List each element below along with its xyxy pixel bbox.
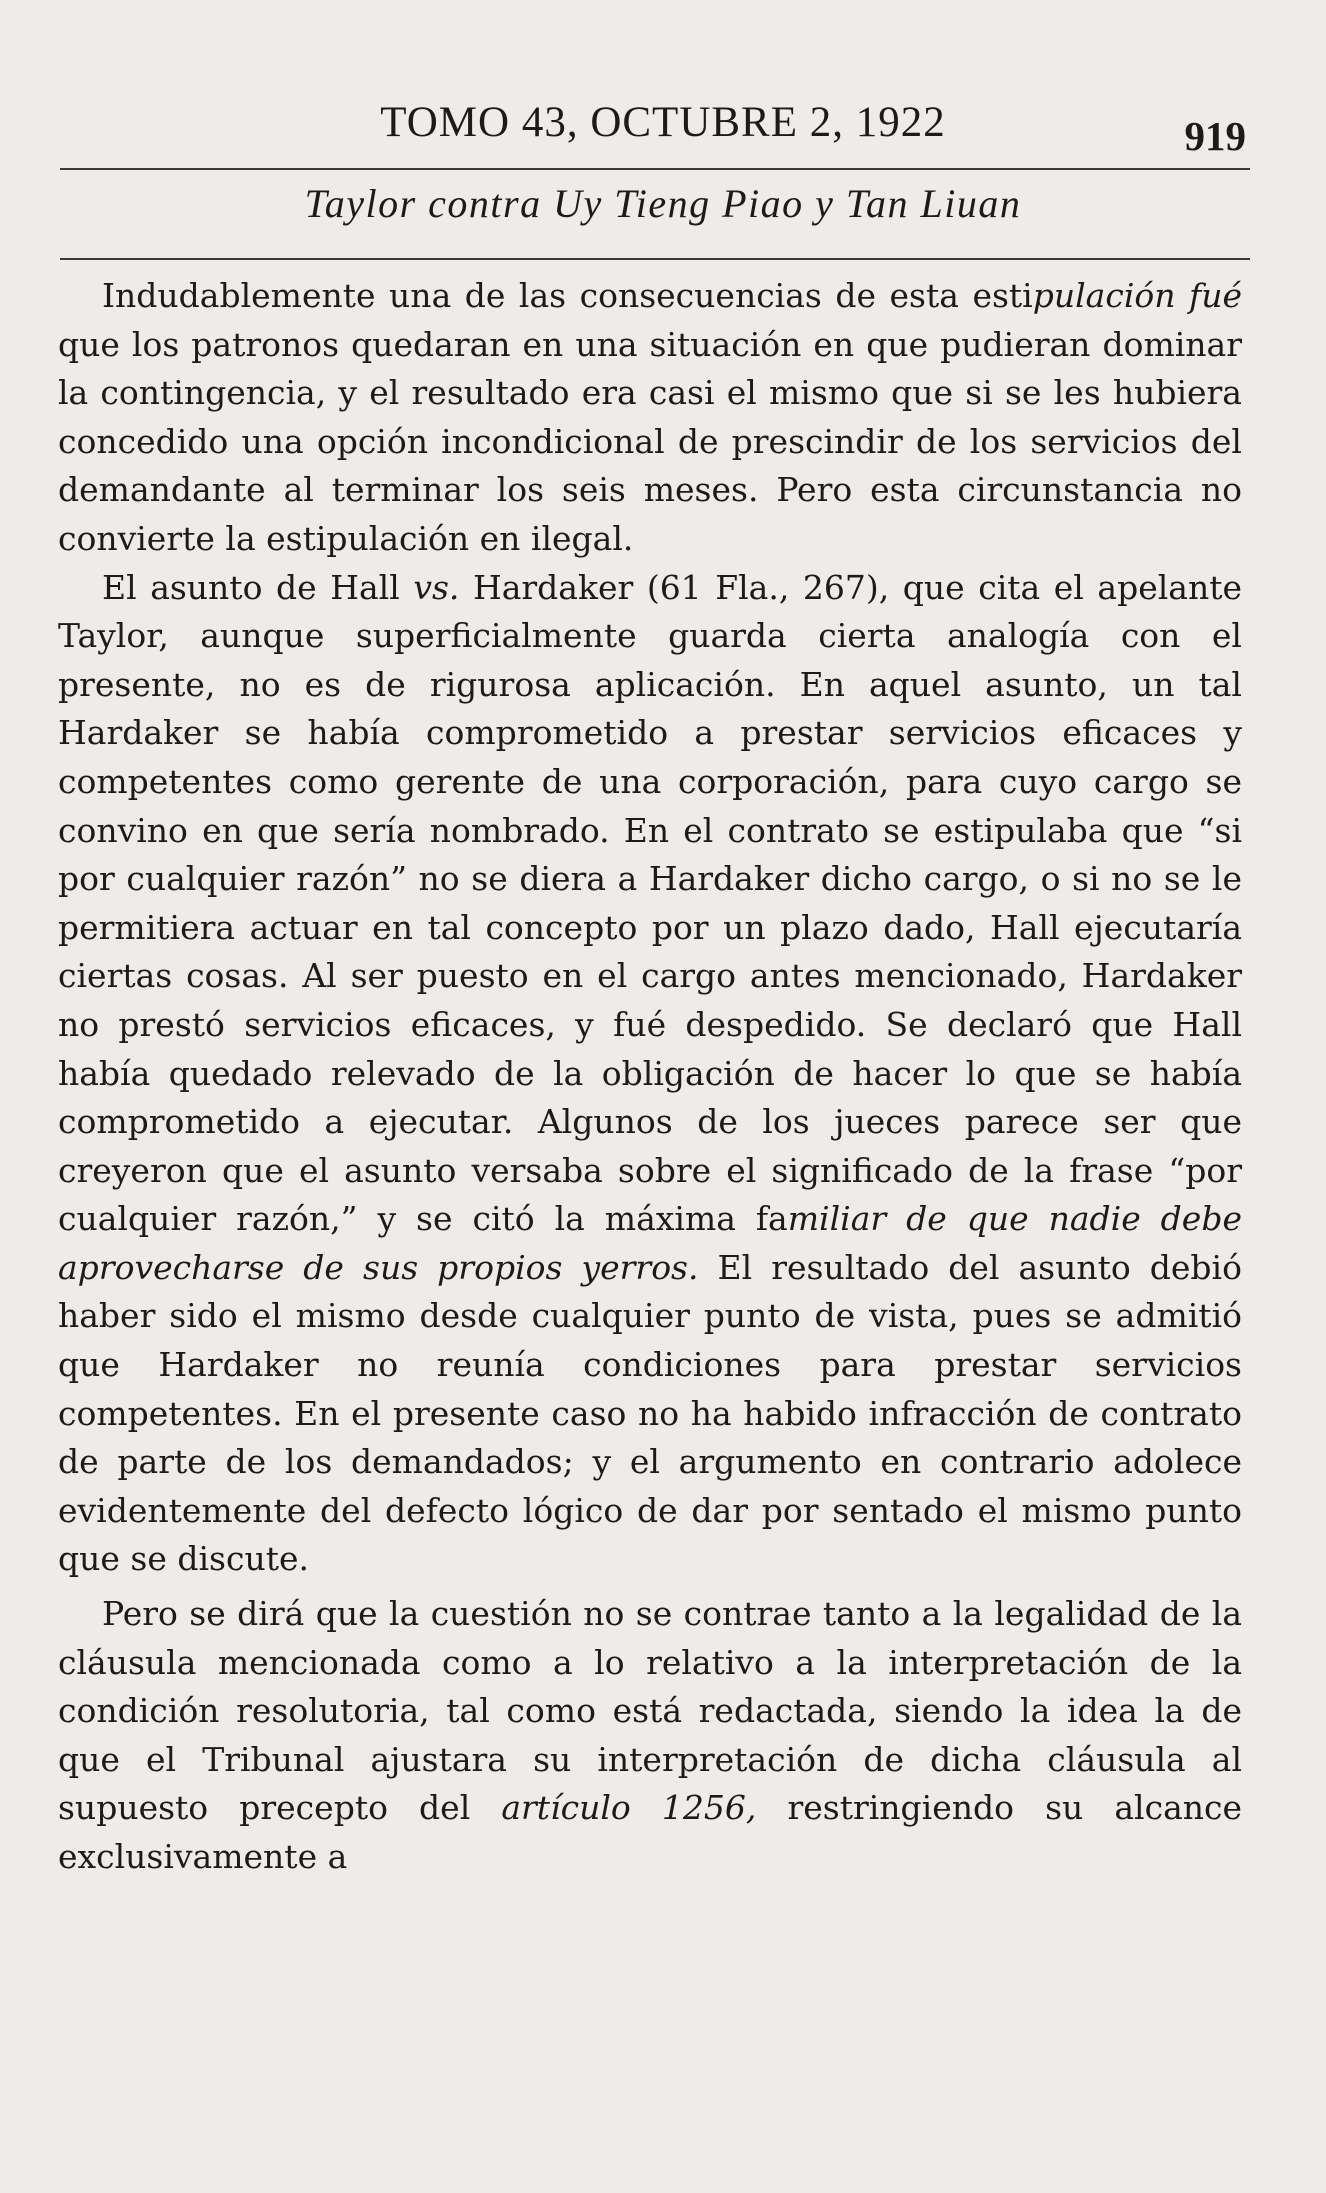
italic-text-run: miliar de que nadie debe aprovecharse de sus propios yerros. — [58, 1199, 1242, 1287]
paragraph-2 — [58, 564, 1242, 1584]
italic-text-run: vs. — [413, 567, 460, 607]
text-run: Indudablemente una de las consecuencias de esta esti — [102, 276, 1033, 315]
case-title: Taylor contra Uy Tieng Piao y Tan Liuan — [304, 181, 1022, 226]
page-number: 919 — [1184, 113, 1246, 159]
text-run: Pero se dirá que la cuestión no se contrae tanto a la legalidad de la cláusula mencionada como a lo relativo a la interpretación de la condición resolutoria, tal como está redactada, siendo la idea la de que el Tribunal ajustara su interpretación de dicha cláusula al supuesto precepto del — [58, 1594, 1242, 1828]
body-text — [58, 272, 1242, 1882]
text-run: El asunto de Hall — [102, 567, 414, 607]
paragraph-1 — [58, 272, 1242, 564]
header-rule-bottom — [60, 258, 1250, 260]
text-run: que los patronos quedaran en una situación en que pudieran dominar la contingencia, y el resultado era casi el mismo que si se les hubiera concedido una opción incondicional de prescindir de los servicios del demandante al terminar los seis meses. Pero esta circunstancia no convierte la estipulación en ilegal. — [58, 324, 1242, 558]
header-rule-top — [60, 168, 1250, 170]
running-head — [0, 98, 1326, 158]
text-run: Hardaker (61 Fla., 267), que cita el apelante Taylor, aunque superficialmente guarda cierta analogía con el presente, no es de rigurosa aplicación. En aquel asunto, un tal Hardaker se había comprometido a prestar servicios eficaces y competentes como gerente de una corporación, para cuyo cargo se convino en que sería nombrado. En el contrato se estipulaba que “si por cualquier razón” no se diera a Hardaker dicho cargo, o si no se le permitiera actuar en tal concepto por un plazo dado, Hall ejecutaría ciertas cosas. Al ser puesto en el cargo antes mencionado, Hardaker no prestó servicios eficaces, y fué despedido. Se declaró que Hall había quedado relevado de la obligación de hacer lo que se había comprometido a ejecutar. Algunos de los jueces parece ser que creyeron que el asunto versaba sobre el significado de la frase “por cualquier razón,” y se citó la máxima fa — [58, 567, 1242, 1239]
italic-text-run: pulación fué — [1032, 276, 1243, 315]
running-title: TOMO 43, OCTUBRE 2, 1922 — [380, 99, 946, 146]
text-run: El resultado del asunto debió haber sido el mismo desde cualquier punto de vista, pues se admitió que Hardaker no reunía condiciones para prestar servicios competentes. En el presente caso no ha habido infracción de contrato de parte de los demandados; y el argumento en contrario adolece evidentemente del defecto lógico de dar por sentado el mismo punto que se discute. — [58, 1247, 1242, 1579]
paragraph-3 — [58, 1590, 1242, 1882]
italic-text-run: artículo 1256, — [501, 1788, 757, 1828]
text-run: restringiendo su alcance exclusivamente a — [58, 1788, 1243, 1876]
